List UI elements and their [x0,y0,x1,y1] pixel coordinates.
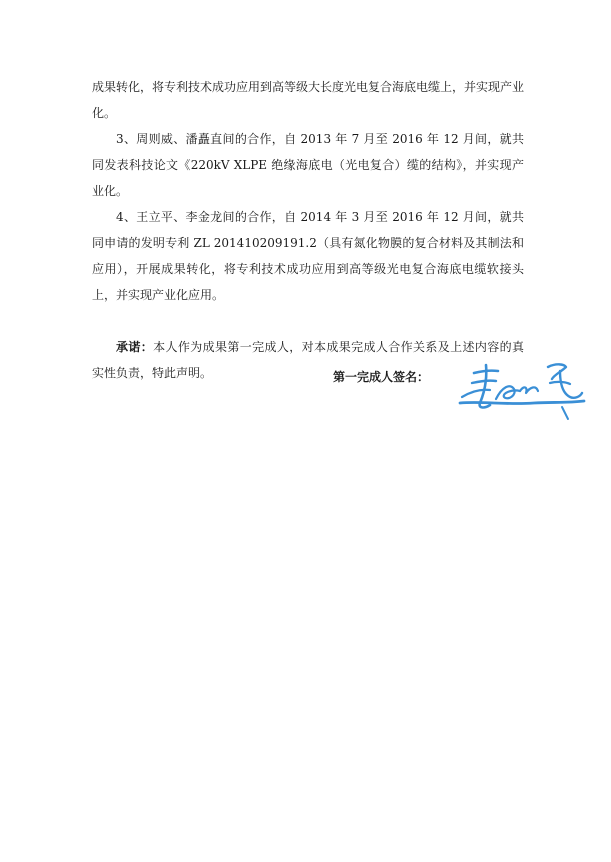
paragraph-item-3: 3、周则威、潘矗直间的合作，自 2013 年 7 月至 2016 年 12 月间，就共同发表科技论文《220kV XLPE 绝缘海底电（光电复合）缆的结构》，并实现产业化。 [92,132,524,198]
paragraph-continuation: 成果转化，将专利技术成功应用到高等级大长度光电复合海底电缆上，并实现产业化。 [92,80,525,120]
document-body [92,74,524,386]
handwritten-signature [456,353,591,423]
signature-label: 第一完成人签名： [333,370,430,384]
paragraph-item-4: 4、王立平、李金龙间的合作，自 2014 年 3 月至 2016 年 12 月间，就共同申请的发明专利 ZL 201410209191.2（具有氮化物膜的复合材料及其制法和应用），开展成果转化，将专利技术成功应用到高等级光电复合海底电缆软接头上，并实现产业化应用。 [92,210,524,302]
commitment-label: 承诺： [116,340,154,354]
commitment-text: 本人作为成果第一完成人，对本成果完成人合作关系及上述内容的真实性负责，特此声明。 [92,340,524,380]
